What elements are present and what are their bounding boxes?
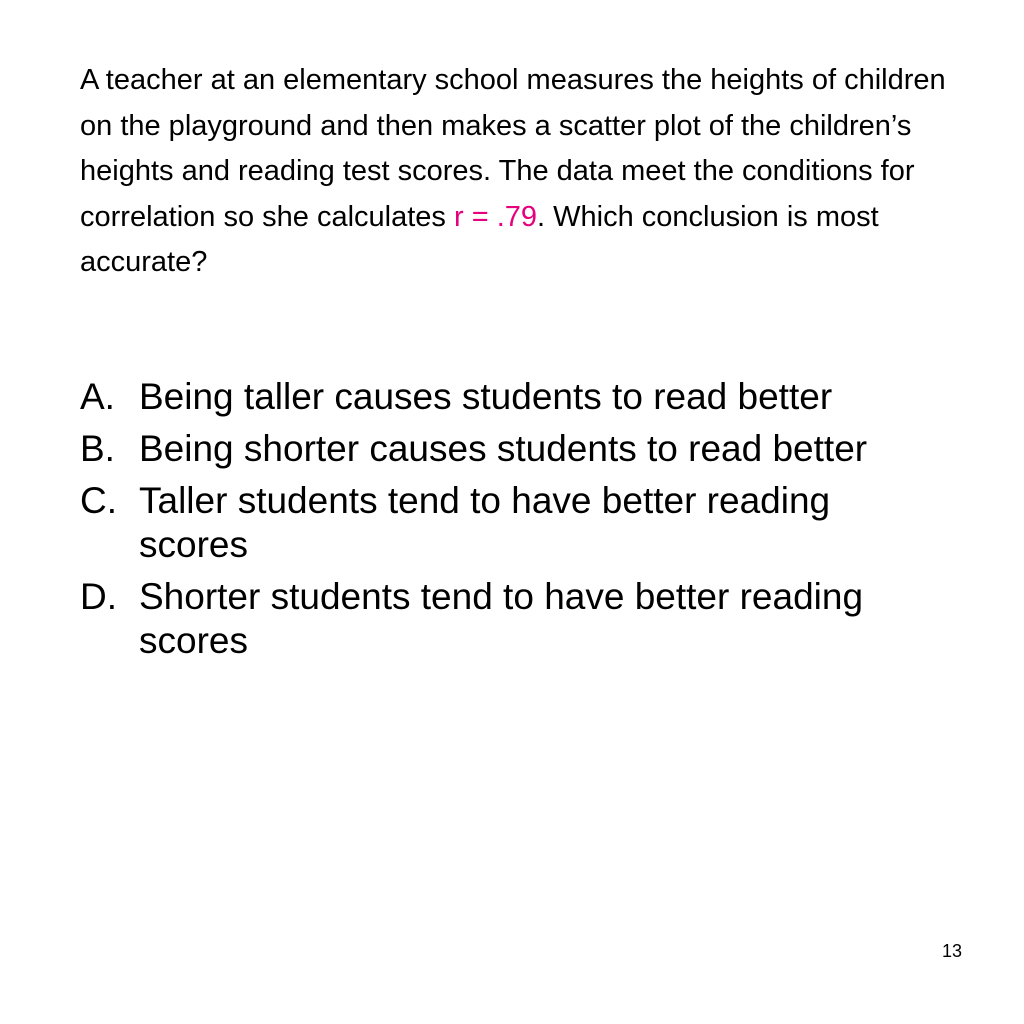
question-text-start: A teacher at an elementary school measures the heights of children on the playground and then makes a scatter plot of the children’s heights and reading test scores. The data meet the conditions for correlation so she calculates: [80, 64, 946, 233]
question-text-end: . Which conclusion is most accurate?: [80, 200, 879, 278]
option-text: Being taller causes students to read better: [139, 376, 833, 417]
option-letter: C.: [80, 480, 117, 521]
answer-option-d: [80, 575, 980, 663]
page-number: 13: [941, 941, 962, 961]
answer-option-b: [80, 427, 980, 471]
option-letter: B.: [80, 428, 115, 469]
answer-options-list: [80, 375, 980, 671]
option-text: Shorter students tend to have better reading scores: [139, 576, 864, 661]
question-text: [80, 58, 960, 286]
answer-option-c: [80, 479, 980, 567]
option-letter: D.: [80, 576, 117, 617]
correlation-value: r = .79: [453, 200, 538, 233]
option-text: Taller students tend to have better reading scores: [139, 480, 831, 565]
option-text: Being shorter causes students to read better: [139, 428, 868, 469]
answer-option-a: [80, 375, 980, 419]
option-letter: A.: [80, 376, 115, 417]
